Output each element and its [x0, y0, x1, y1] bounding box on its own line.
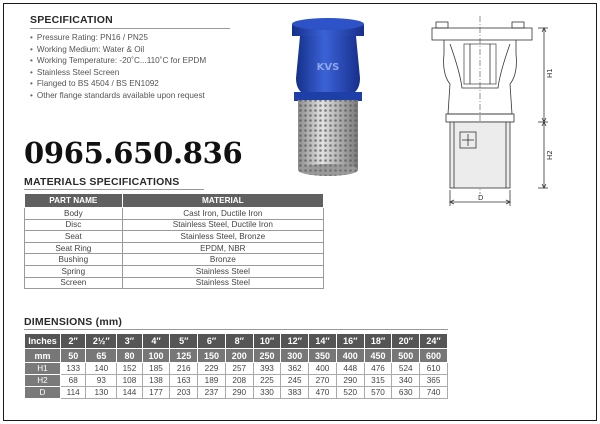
mm-size-cell: 450 — [364, 349, 392, 363]
mm-size-cell: 500 — [392, 349, 420, 363]
table-row — [25, 387, 448, 399]
material: Bronze — [122, 254, 323, 266]
dimension-value-cell: 93 — [86, 375, 117, 387]
material: Stainless Steel, Bronze — [122, 231, 323, 243]
inch-size-cell: 4″ — [142, 334, 170, 349]
dimension-value-cell: 290 — [336, 375, 364, 387]
spec-item: • Other flange standards available upon request — [30, 90, 206, 102]
material: Stainless Steel, Ductile Iron — [122, 219, 323, 231]
dimension-value-cell: 225 — [253, 375, 281, 387]
dimension-value-cell: 290 — [225, 387, 253, 399]
mm-size-cell: 400 — [336, 349, 364, 363]
dimension-value-cell: 68 — [61, 375, 86, 387]
dimension-value-cell: 630 — [392, 387, 420, 399]
dimension-value-cell: 216 — [170, 363, 198, 375]
dimension-value-cell: 330 — [253, 387, 281, 399]
part-name: Seat — [25, 231, 123, 243]
inch-size-cell: 10″ — [253, 334, 281, 349]
inch-size-cell: 3″ — [117, 334, 142, 349]
specification-title: SPECIFICATION — [30, 14, 113, 26]
table-row — [25, 254, 324, 266]
dimension-value-cell: 163 — [170, 375, 198, 387]
material: EPDM, NBR — [122, 242, 323, 254]
dimension-value-cell: 520 — [336, 387, 364, 399]
inch-size-cell: 24″ — [420, 334, 448, 349]
dimension-value-cell: 144 — [117, 387, 142, 399]
materials-header-row — [25, 194, 324, 208]
row-label: H1 — [25, 363, 61, 375]
spec-item: • Flanged to BS 4504 / BS EN1092 — [30, 78, 206, 90]
dimension-value-cell: 740 — [420, 387, 448, 399]
mm-size-cell: 100 — [142, 349, 170, 363]
dimension-value-cell: 208 — [225, 375, 253, 387]
dimension-value-cell: 570 — [364, 387, 392, 399]
materials-title: MATERIALS SPECIFICATIONS — [24, 176, 180, 188]
dimension-value-cell: 185 — [142, 363, 170, 375]
spec-item: • Pressure Rating: PN16 / PN25 — [30, 32, 206, 44]
table-row — [25, 277, 324, 289]
dimension-value-cell: 610 — [420, 363, 448, 375]
dimensions-rule — [24, 329, 448, 330]
inch-size-cell: 12″ — [281, 334, 309, 349]
dimension-value-cell: 237 — [198, 387, 226, 399]
dimension-value-cell: 270 — [309, 375, 337, 387]
materials-rule — [24, 189, 204, 190]
row-label: mm — [25, 349, 61, 363]
dimension-value-cell: 524 — [392, 363, 420, 375]
material: Cast Iron, Ductile Iron — [122, 208, 323, 220]
inch-size-cell: 16″ — [336, 334, 364, 349]
spec-item: • Working Temperature: -20˚C...110˚C for EPDM — [30, 55, 206, 67]
dimension-value-cell: 257 — [225, 363, 253, 375]
part-name: Seat Ring — [25, 242, 123, 254]
dimension-value-cell: 203 — [170, 387, 198, 399]
dimension-value-cell: 470 — [309, 387, 337, 399]
mm-size-cell: 125 — [170, 349, 198, 363]
dimension-value-cell: 152 — [117, 363, 142, 375]
table-row — [25, 219, 324, 231]
column-header: PART NAME — [25, 194, 123, 208]
dimension-value-cell: 177 — [142, 387, 170, 399]
valve-marking: KVS — [316, 62, 340, 73]
dimension-value-cell: 400 — [309, 363, 337, 375]
inch-size-cell: 18″ — [364, 334, 392, 349]
dimension-value-cell: 393 — [253, 363, 281, 375]
dimension-value-cell: 365 — [420, 375, 448, 387]
table-row — [25, 231, 324, 243]
foot-valve-photo — [268, 18, 388, 180]
dimension-value-cell: 245 — [281, 375, 309, 387]
inch-size-cell: 8″ — [225, 334, 253, 349]
spec-item: • Working Medium: Water & Oil — [30, 44, 206, 56]
table-row — [25, 363, 448, 375]
mm-size-cell: 80 — [117, 349, 142, 363]
dimension-value-cell: 108 — [117, 375, 142, 387]
mm-size-cell: 300 — [281, 349, 309, 363]
material: Stainless Steel — [122, 277, 323, 289]
mm-size-cell: 65 — [86, 349, 117, 363]
mm-size-cell: 50 — [61, 349, 86, 363]
part-name: Spring — [25, 265, 123, 277]
inch-size-cell: 2″ — [61, 334, 86, 349]
row-label: D — [25, 387, 61, 399]
dimension-value-cell: 138 — [142, 375, 170, 387]
part-name: Bushing — [25, 254, 123, 266]
dimension-value-cell: 130 — [86, 387, 117, 399]
mm-size-cell: 600 — [420, 349, 448, 363]
inches-row — [25, 334, 448, 349]
part-name: Body — [25, 208, 123, 220]
technical-drawing — [420, 14, 590, 210]
phone-number: 0965.650.836 — [24, 136, 243, 170]
mm-size-cell: 150 — [198, 349, 226, 363]
inch-size-cell: 20″ — [392, 334, 420, 349]
dimension-value-cell: 114 — [61, 387, 86, 399]
materials-table — [24, 193, 324, 289]
dimension-value-cell: 315 — [364, 375, 392, 387]
dimension-value-cell: 340 — [392, 375, 420, 387]
table-row — [25, 265, 324, 277]
part-name: Screen — [25, 277, 123, 289]
inch-size-cell: 6″ — [198, 334, 226, 349]
table-row — [25, 242, 324, 254]
dimension-value-cell: 189 — [198, 375, 226, 387]
specification-rule — [30, 28, 230, 29]
dimension-value-cell: 476 — [364, 363, 392, 375]
dimension-value-cell: 133 — [61, 363, 86, 375]
drawing-label-h1: H1 — [546, 68, 554, 78]
table-row — [25, 208, 324, 220]
dimension-value-cell: 140 — [86, 363, 117, 375]
table-row — [25, 375, 448, 387]
part-name: Disc — [25, 219, 123, 231]
dimension-value-cell: 229 — [198, 363, 226, 375]
mm-size-cell: 200 — [225, 349, 253, 363]
inch-size-cell: 14″ — [309, 334, 337, 349]
drawing-label-h2: H2 — [546, 150, 554, 160]
spec-item: • Stainless Steel Screen — [30, 67, 206, 79]
dimensions-table — [24, 333, 448, 399]
dimension-value-cell: 383 — [281, 387, 309, 399]
drawing-label-d: D — [478, 194, 484, 202]
material: Stainless Steel — [122, 265, 323, 277]
inch-size-cell: 5″ — [170, 334, 198, 349]
inch-size-cell: 2½″ — [86, 334, 117, 349]
specification-list — [30, 32, 206, 102]
mm-size-cell: 250 — [253, 349, 281, 363]
dimensions-title: DIMENSIONS (mm) — [24, 316, 123, 328]
row-label: H2 — [25, 375, 61, 387]
row-label: Inches — [25, 334, 61, 349]
dimension-value-cell: 448 — [336, 363, 364, 375]
dimension-value-cell: 362 — [281, 363, 309, 375]
mm-row — [25, 349, 448, 363]
mm-size-cell: 350 — [309, 349, 337, 363]
column-header: MATERIAL — [122, 194, 323, 208]
